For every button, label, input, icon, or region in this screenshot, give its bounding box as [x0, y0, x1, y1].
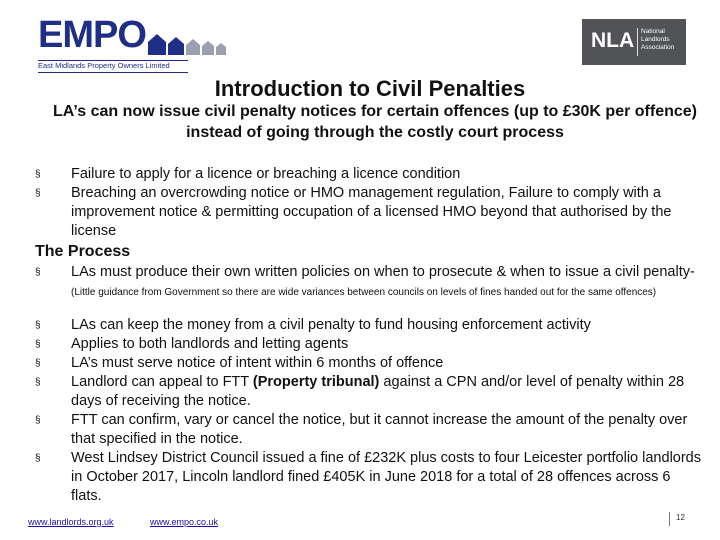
- bullet-icon: §: [35, 339, 41, 350]
- nla-logo-wordmark: NLA: [591, 29, 635, 52]
- list-item: § Breaching an overcrowding notice or HMO management regulation, Failure to comply with a improvement notice & permitting occupation of a licensed HMO beyond that authorised by the license: [35, 185, 672, 239]
- bullet-icon: §: [35, 415, 41, 426]
- offences-list: [35, 165, 715, 241]
- bullet-icon: §: [35, 188, 41, 199]
- guidance-note: (Little guidance from Government so there are wide variances between councils on levels of fines handed out for the same offences): [71, 287, 657, 298]
- houses-icon: [148, 32, 234, 56]
- page-number-divider: [669, 512, 670, 526]
- list-item: § Failure to apply for a licence or breaching a licence condition: [35, 166, 461, 182]
- empo-logo-wordmark: EMPO: [38, 14, 146, 56]
- list-item: § FTT can confirm, vary or cancel the notice, but it cannot increase the amount of the penalty over that specified in the notice.: [35, 412, 688, 447]
- list-item: § LAs must produce their own written policies on when to prosecute & when to issue a civil penalty- (Little guidance from Government so there are wide variances between councils on levels of fines handed out for the same offences): [35, 264, 695, 298]
- list-item: § LA’s must serve notice of intent within 6 months of offence: [35, 355, 444, 371]
- bullet-icon: §: [35, 320, 41, 331]
- tribunal-emphasis: (Property tribunal): [252, 374, 380, 390]
- nla-logo-subtext: National Landlords Association: [641, 28, 675, 51]
- subtitle: LA’s can now issue civil penalty notices for certain offences (up to £30K per offence) instead of going through the costly court process: [52, 103, 697, 141]
- nla-website-link[interactable]: www.landlords.org.uk: [28, 517, 114, 527]
- nla-logo: [582, 19, 686, 65]
- empo-tagline: East Midlands Property Owners Limited: [38, 60, 188, 73]
- nla-logo-divider: [637, 28, 638, 56]
- bullet-icon: §: [35, 453, 41, 464]
- section-heading: The Process: [35, 243, 131, 260]
- empo-website-link[interactable]: www.empo.co.uk: [150, 517, 219, 527]
- list-item: § Applies to both landlords and letting agents: [35, 336, 349, 352]
- empo-logo: [38, 14, 198, 70]
- page-number: 12: [676, 513, 685, 522]
- bullet-icon: §: [35, 169, 41, 180]
- process-list: [35, 316, 705, 506]
- list-item: § Landlord can appeal to FTT (Property tribunal) against a CPN and/or level of penalty within 28 days of receiving the notice.: [35, 374, 685, 409]
- bullet-icon: §: [35, 377, 41, 388]
- page-title: Introduction to Civil Penalties: [214, 76, 526, 101]
- bullet-icon: §: [35, 358, 41, 369]
- list-item: § LAs can keep the money from a civil penalty to fund housing enforcement activity: [35, 317, 591, 333]
- list-item: § West Lindsey District Council issued a fine of £232K plus costs to four Leicester portfolio landlords in October 2017, Lincoln landlord fined £405K in June 2018 for a total of 28 offences across 6 flats.: [35, 450, 701, 504]
- process-policies-list: [35, 263, 717, 302]
- bullet-icon: §: [35, 267, 41, 278]
